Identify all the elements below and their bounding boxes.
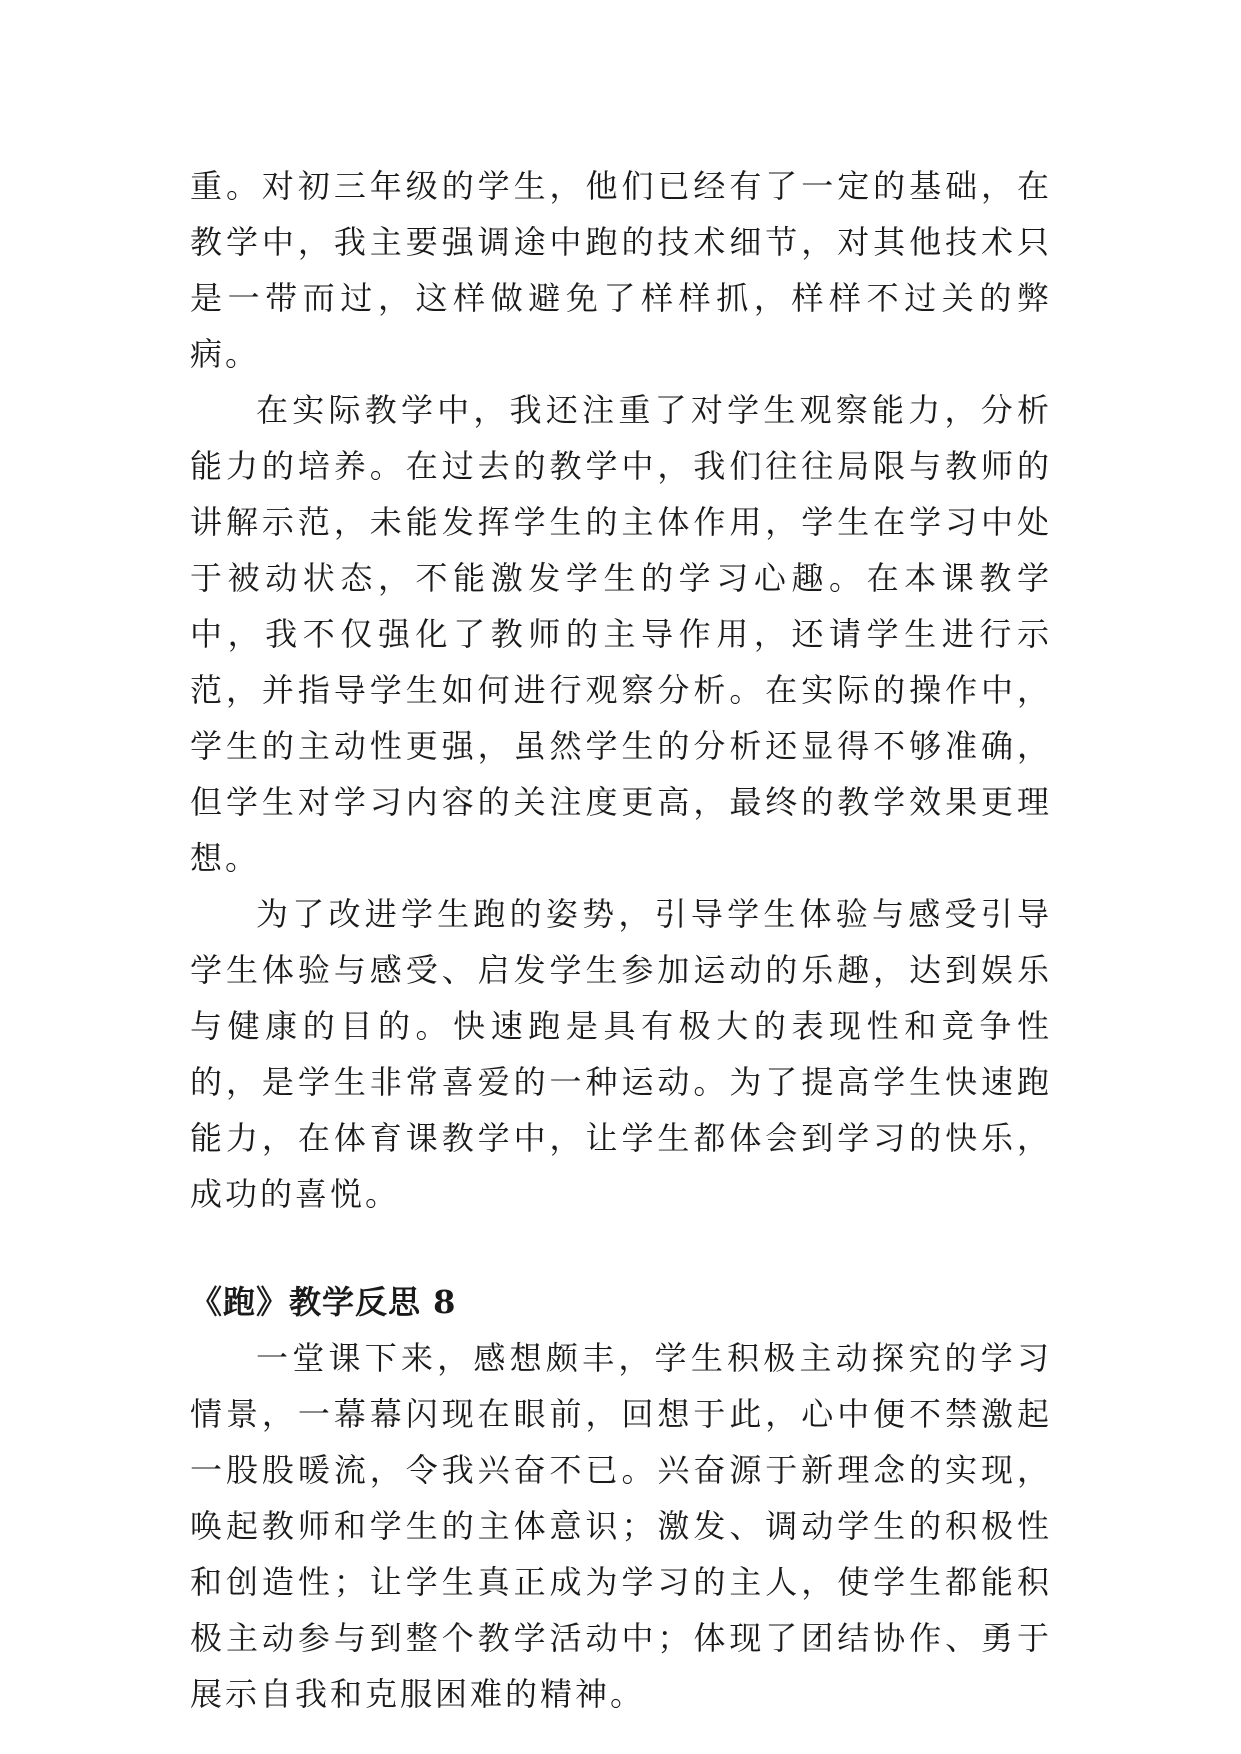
- paragraph-observation: 在实际教学中，我还注重了对学生观察能力，分析能力的培养。在过去的教学中，我们往往局限与教师的讲解示范，未能发挥学生的主体作用，学生在学习中处于被动状态，不能激发学生的学习心趣。在本课教学中，我不仅强化了教师的主导作用，还请学生进行示范，并指导学生如何进行观察分析。在实际的操作中，学生的主动性更强，虽然学生的分析还显得不够准确，但学生对学习内容的关注度更高，最终的教学效果更理想。: [190, 391, 1052, 877]
- paragraph-reflection: 一堂课下来，感想颇丰，学生积极主动探究的学习情景，一幕幕闪现在眼前，回想于此，心中便不禁激起一股股暖流，令我兴奋不已。兴奋源于新理念的实现，唤起教师和学生的主体意识；激发、调动学生的积极性和创造性；让学生真正成为学习的主人，使学生都能积极主动参与到整个教学活动中；体现了团结协作、勇于展示自我和克服困难的精神。: [190, 1339, 1052, 1713]
- section-gap: [190, 1222, 1052, 1274]
- section-heading: 《跑》教学反思 8: [190, 1283, 457, 1321]
- paragraph-continuation: 重。对初三年级的学生，他们已经有了一定的基础，在教学中，我主要强调途中跑的技术细节，对其他技术只是一带而过，这样做避免了样样抓，样样不过关的弊病。: [190, 167, 1052, 373]
- paragraph-running-posture: 为了改进学生跑的姿势，引导学生体验与感受引导学生体验与感受、启发学生参加运动的乐趣，达到娱乐与健康的目的。快速跑是具有极大的表现性和竞争性的，是学生非常喜爱的一种运动。为了提高学生快速跑能力，在体育课教学中，让学生都体会到学习的快乐，成功的喜悦。: [190, 895, 1052, 1213]
- document-body: [190, 158, 1052, 1722]
